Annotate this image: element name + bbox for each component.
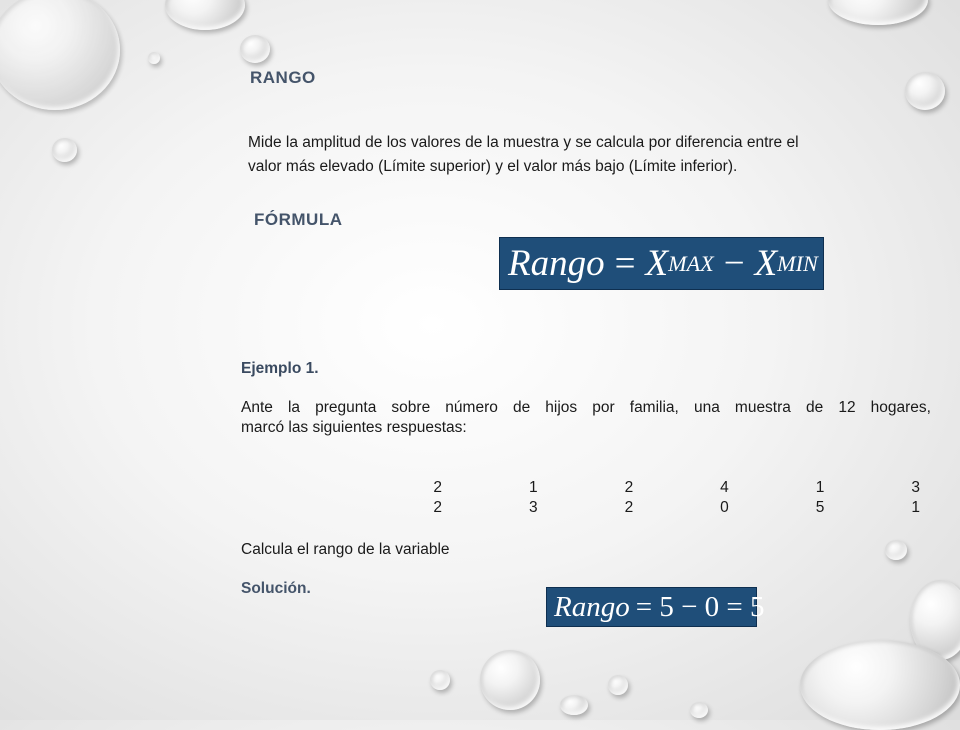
solution-lhs: Rango	[554, 590, 630, 623]
formula-minus: −	[723, 243, 745, 284]
water-drop	[905, 72, 945, 110]
water-drop	[148, 52, 160, 64]
definition-line-2: valor más elevado (Límite superior) y el valor más bajo (Límite inferior).	[248, 158, 738, 175]
data-value: 0	[720, 499, 729, 516]
formula-term1: X	[645, 243, 669, 284]
data-value: 2	[624, 479, 634, 496]
formula-equals: =	[614, 243, 636, 284]
water-drop	[608, 675, 628, 695]
solution-formula	[546, 587, 765, 627]
water-drop	[800, 640, 960, 730]
example-question-line-2: marcó las siguientes respuestas:	[241, 419, 467, 436]
formula-lhs: Rango	[508, 243, 605, 284]
water-drop	[0, 0, 120, 110]
data-value: 2	[433, 479, 442, 496]
data-value: 2	[433, 499, 442, 516]
definition-line-1: Mide la amplitud de los valores de la muestra y se calcula por diferencia entre el	[248, 134, 799, 151]
solution-label: Solución.	[241, 580, 311, 597]
data-value: 4	[720, 479, 729, 496]
formula-label: FÓRMULA	[254, 210, 343, 229]
example-question-line-1: Ante la pregunta sobre número de hijos por familia, una muestra de 12 hogares,	[241, 399, 931, 416]
water-drop	[690, 702, 708, 718]
example-prompt: Calcula el rango de la variable	[241, 541, 450, 558]
formula-term1-sub: MAX	[668, 250, 714, 276]
data-value: 1	[911, 499, 920, 516]
section-title: RANGO	[250, 68, 316, 87]
data-value: 3	[528, 499, 538, 516]
solution-expr: = 5 − 0 = 5	[635, 590, 765, 623]
formula-term2-sub: MIN	[777, 250, 818, 276]
data-value: 2	[624, 499, 634, 516]
data-value: 3	[911, 479, 920, 496]
water-drop	[430, 670, 450, 690]
range-formula	[499, 237, 824, 290]
water-drop	[240, 35, 270, 63]
water-drop	[828, 0, 928, 25]
water-drop	[52, 138, 77, 162]
water-drop	[885, 540, 907, 560]
data-row-1	[430, 479, 920, 497]
water-drop	[480, 650, 540, 710]
data-value: 1	[815, 479, 825, 496]
example-title: Ejemplo 1.	[241, 360, 319, 377]
formula-term2: X	[754, 243, 778, 284]
data-value: 5	[815, 499, 825, 516]
water-drop	[165, 0, 245, 30]
water-drop	[560, 695, 588, 715]
data-row-2	[430, 499, 920, 517]
data-value: 1	[528, 479, 538, 496]
